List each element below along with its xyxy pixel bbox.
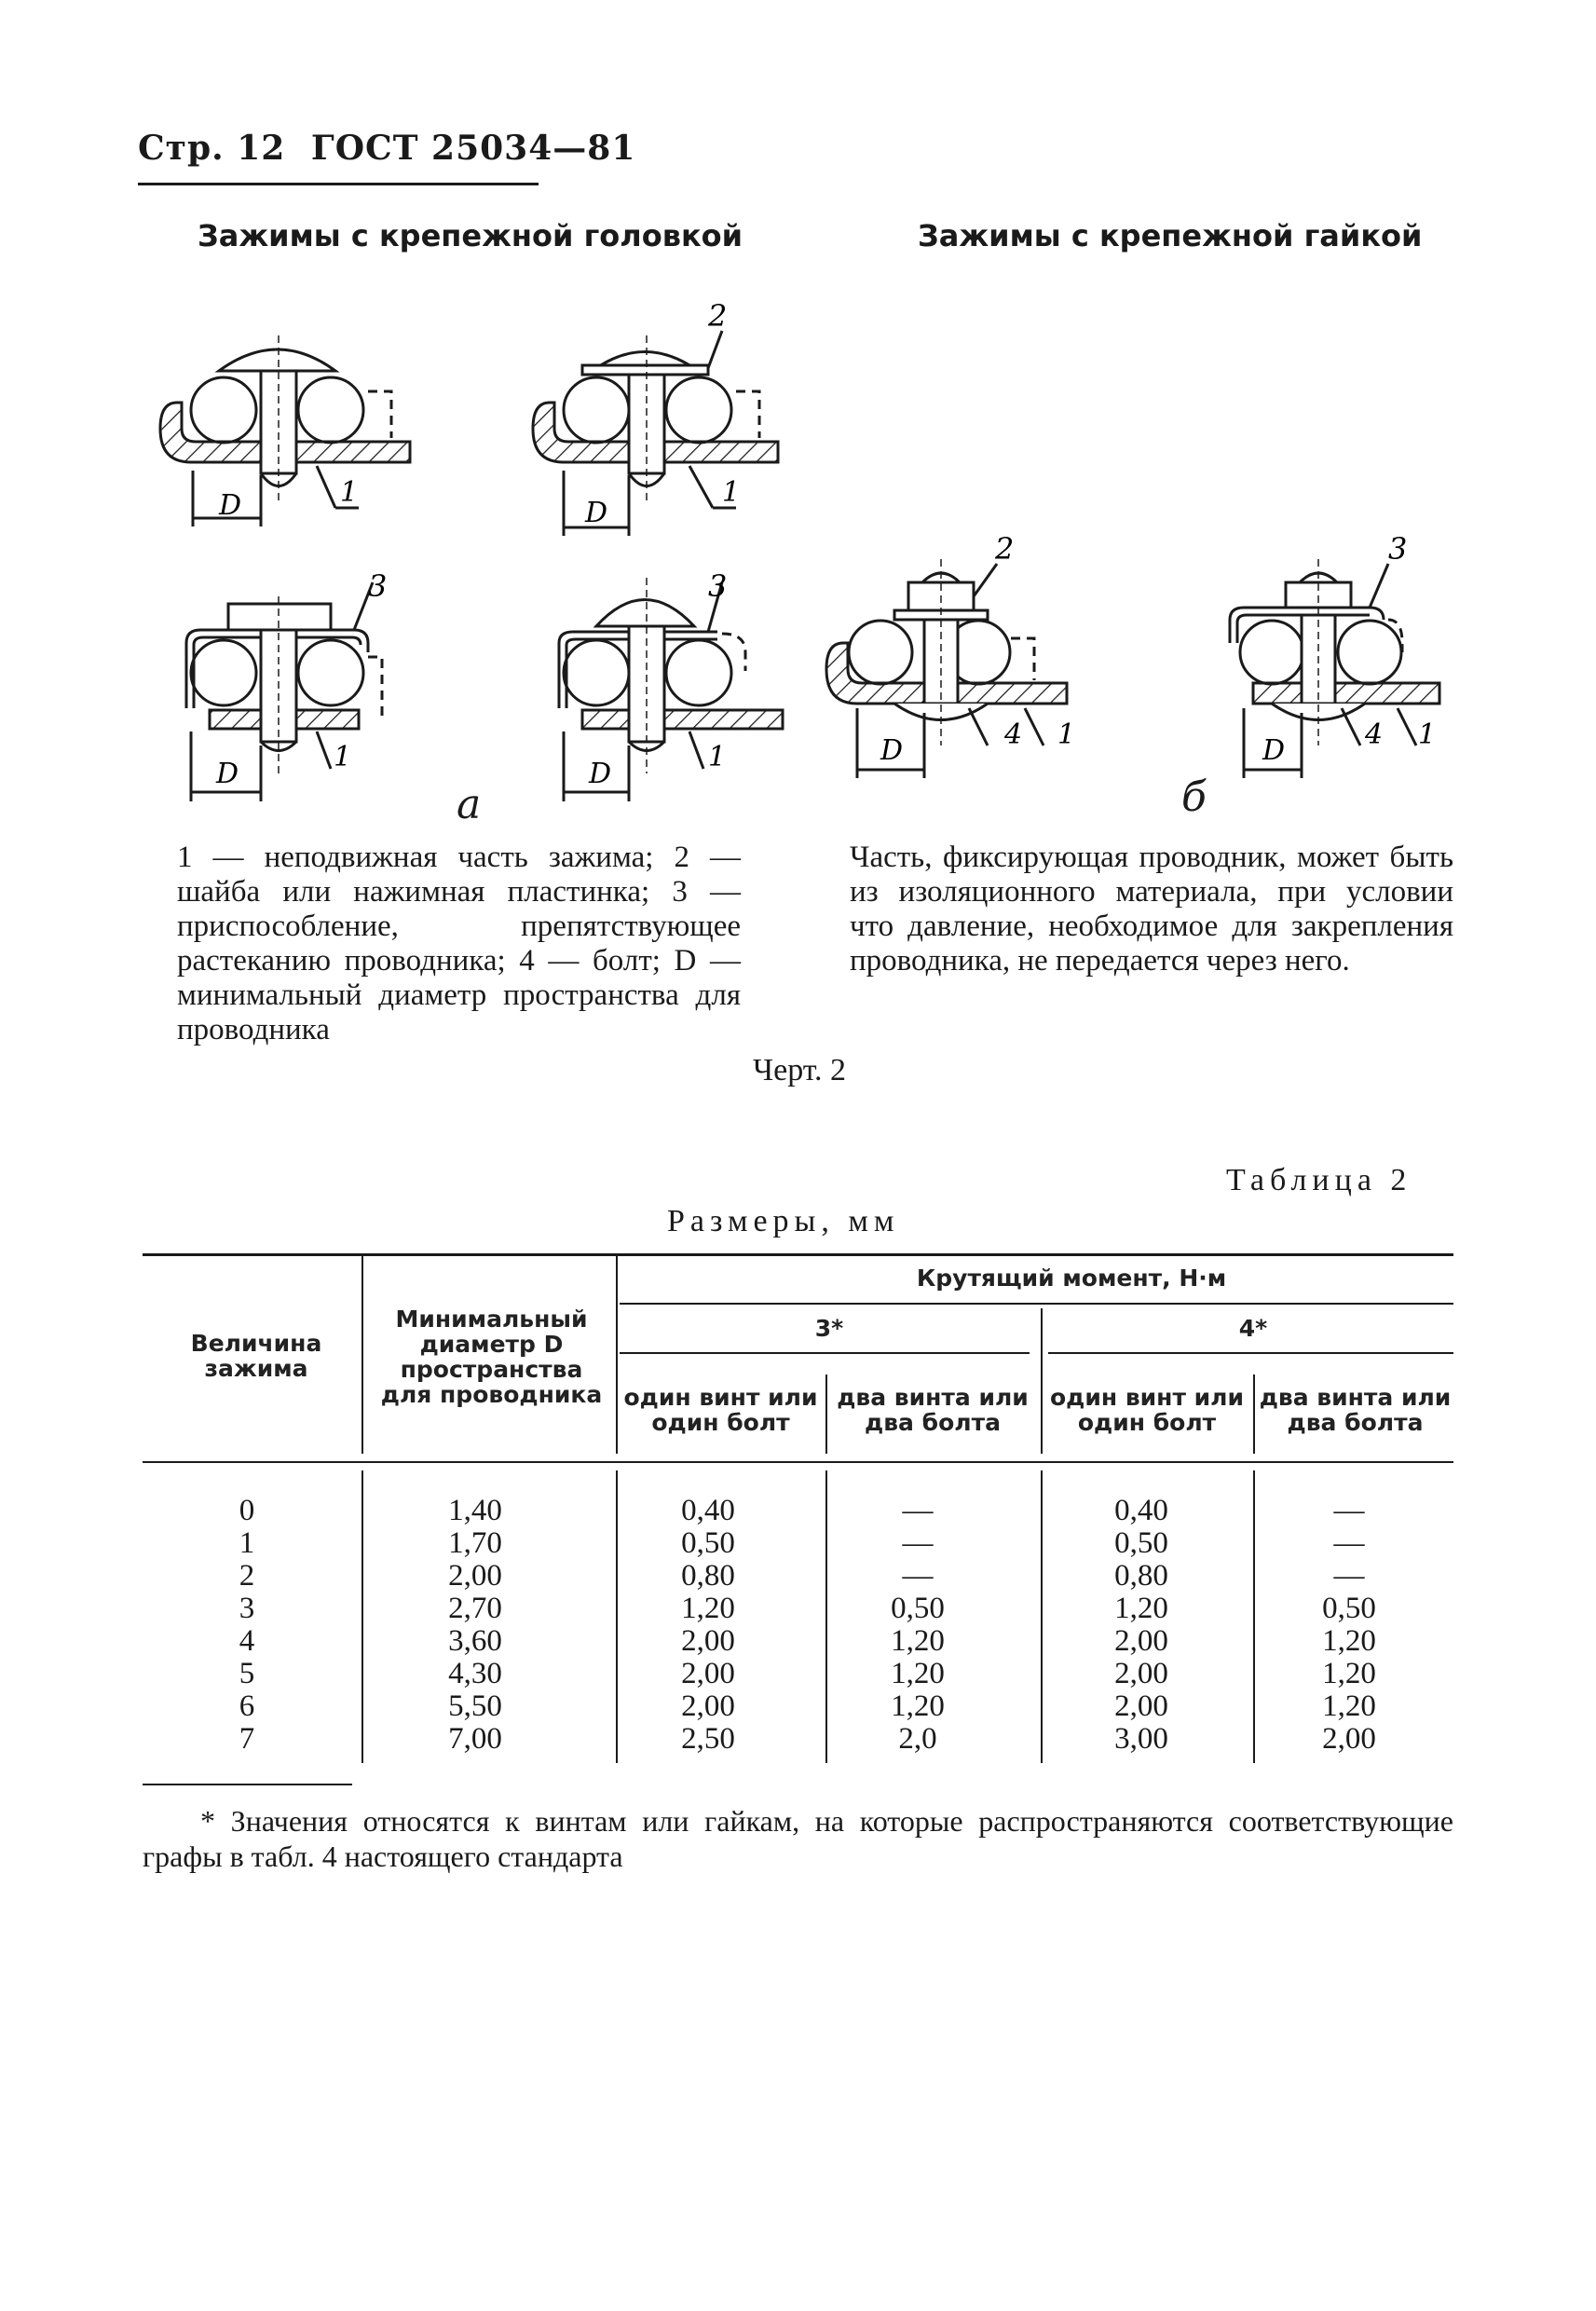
header-torque: Крутящий момент, Н·м	[916, 1265, 1227, 1292]
cell-t3-two: 1,20	[891, 1657, 945, 1690]
vline-5b	[1253, 1470, 1255, 1763]
table-top-rule	[143, 1253, 1453, 1256]
cell-diameter: 4,30	[448, 1657, 502, 1690]
cell-t4-two: —	[1333, 1526, 1365, 1560]
header-size: Величина зажима	[190, 1330, 322, 1382]
cell-t4-two: 1,20	[1322, 1657, 1376, 1690]
cell-t3-one: 2,00	[681, 1657, 735, 1690]
cell-t4-one: 0,80	[1114, 1559, 1168, 1593]
group3-rule	[620, 1352, 1030, 1354]
cell-t3-two: 1,20	[891, 1689, 945, 1723]
table-bottom-rule	[143, 1784, 352, 1785]
cell-t3-one: 2,00	[681, 1624, 735, 1658]
part-3-label-a: 3	[368, 568, 388, 604]
figure-label-a: а	[457, 781, 482, 828]
cell-diameter: 1,40	[448, 1494, 502, 1527]
group4-rule	[1048, 1352, 1453, 1354]
torque-rule	[620, 1303, 1453, 1305]
cell-diameter: 2,00	[448, 1559, 502, 1593]
part-1-label-b: 1	[722, 476, 741, 509]
d-label-5: D	[880, 734, 904, 767]
figure-title-right: Зажимы с крепежной гайкой	[918, 218, 1423, 253]
header-t4-two: два винта или два болта	[1259, 1384, 1452, 1436]
part-2-label-a: 2	[708, 298, 728, 334]
cell-diameter: 5,50	[448, 1689, 502, 1723]
header-t4-one: один винт или один болт	[1049, 1384, 1244, 1436]
part-1-label-a: 1	[340, 476, 359, 509]
page-number: Стр. 12	[138, 129, 286, 168]
vline-2	[616, 1256, 618, 1454]
header-t3-two: два винта или два болта	[837, 1384, 1029, 1436]
cell-t3-two: 1,20	[891, 1624, 945, 1658]
col-t4-one	[1085, 1495, 1197, 1756]
vline-3b	[825, 1470, 827, 1763]
cell-t4-one: 1,20	[1114, 1592, 1168, 1625]
col-t3-two	[862, 1495, 974, 1756]
col-t3-one	[652, 1495, 764, 1756]
figure-legend-left: 1 — неподвижная часть зажима; 2 — шайба или нажимная пластинка; 3 — приспособление, препятствующее растеканию проводника; 4 — болт; D — минимальный диаметр пространства для проводника	[177, 841, 741, 1046]
header-group3: 3*	[814, 1315, 844, 1342]
cell-size: 4	[239, 1624, 255, 1658]
part-4-label-a: 4	[1004, 718, 1023, 751]
part-1-label-e: 1	[1057, 718, 1076, 751]
cell-size: 3	[239, 1592, 255, 1625]
cell-t4-two: 1,20	[1322, 1689, 1376, 1723]
cell-t3-two: 2,0	[898, 1722, 937, 1756]
cell-t3-two: 0,50	[891, 1592, 945, 1625]
cell-t3-one: 2,50	[681, 1722, 735, 1756]
cell-t4-one: 2,00	[1114, 1624, 1168, 1658]
cell-t3-one: 1,20	[681, 1592, 735, 1625]
cell-t4-two: 1,20	[1322, 1624, 1376, 1658]
vline-1b	[361, 1470, 363, 1763]
header-t3-one: один винт или один болт	[623, 1384, 818, 1436]
figure-caption: Черт. 2	[753, 1053, 847, 1087]
cell-t4-one: 3,00	[1114, 1722, 1168, 1756]
header-group4: 4*	[1238, 1315, 1268, 1342]
cell-t3-one: 0,80	[681, 1559, 735, 1593]
col-diameter	[419, 1495, 531, 1756]
vline-4	[1041, 1308, 1043, 1454]
vline-5	[1253, 1374, 1255, 1454]
table-header-rule	[143, 1461, 1453, 1463]
cell-size: 6	[239, 1689, 255, 1723]
part-1-label-c: 1	[334, 741, 352, 773]
cell-diameter: 1,70	[448, 1526, 502, 1560]
cell-t4-two: —	[1333, 1559, 1365, 1593]
cell-t4-two: 0,50	[1322, 1592, 1376, 1625]
cell-t4-two: —	[1333, 1494, 1365, 1527]
vline-1	[361, 1256, 363, 1454]
d-label-3: D	[216, 758, 239, 790]
table-units: Размеры, мм	[667, 1204, 900, 1238]
cell-diameter: 7,00	[448, 1722, 502, 1756]
vline-4b	[1041, 1470, 1043, 1763]
header-diameter: Минимальный диаметр D пространства для проводника	[380, 1306, 603, 1408]
cell-size: 1	[239, 1526, 255, 1560]
cell-t4-one: 0,50	[1114, 1526, 1168, 1560]
d-label-2: D	[585, 497, 608, 529]
col-size	[200, 1495, 293, 1756]
cell-t3-one: 0,50	[681, 1526, 735, 1560]
part-4-label-b: 4	[1365, 718, 1384, 751]
cell-t4-one: 2,00	[1114, 1657, 1168, 1690]
d-label-4: D	[589, 758, 612, 790]
cell-size: 5	[239, 1657, 255, 1690]
part-2-label-b: 2	[995, 531, 1015, 567]
cell-t3-one: 2,00	[681, 1689, 735, 1723]
part-1-label-d: 1	[708, 741, 727, 773]
cell-t3-one: 0,40	[681, 1494, 735, 1527]
d-label-1: D	[219, 489, 242, 522]
part-1-label-f: 1	[1418, 718, 1437, 751]
cell-size: 7	[239, 1722, 255, 1756]
cell-size: 0	[239, 1494, 255, 1527]
cell-t4-two: 2,00	[1322, 1722, 1376, 1756]
standard-number: ГОСТ 25034—81	[310, 129, 636, 168]
cell-t3-two: —	[902, 1494, 934, 1527]
figure-label-b: б	[1181, 773, 1207, 821]
cell-size: 2	[239, 1559, 255, 1593]
vline-3	[825, 1374, 827, 1454]
figure-title-left: Зажимы с крепежной головкой	[198, 218, 743, 253]
col-t4-two	[1293, 1495, 1405, 1756]
d-label-6: D	[1262, 734, 1286, 767]
vline-2b	[616, 1470, 618, 1763]
part-3-label-c: 3	[1388, 531, 1408, 567]
cell-t3-two: —	[902, 1526, 934, 1560]
cell-t4-one: 0,40	[1114, 1494, 1168, 1527]
cell-t4-one: 2,00	[1114, 1689, 1168, 1723]
cell-diameter: 2,70	[448, 1592, 502, 1625]
table-footnote: * Значения относятся к винтам или гайкам, на которые распространяются соответствующие графы в табл. 4 настоящего стандарта	[143, 1804, 1453, 1873]
figure-legend-right: Часть, фиксирующая проводник, может быть из изоляционного материала, при условии что давление, необходимое для закрепления проводника, не передается через него.	[850, 841, 1453, 978]
part-3-label-b: 3	[708, 568, 728, 604]
table-label: Таблица 2	[1226, 1163, 1412, 1197]
cell-diameter: 3,60	[448, 1624, 502, 1658]
cell-t3-two: —	[902, 1559, 934, 1593]
